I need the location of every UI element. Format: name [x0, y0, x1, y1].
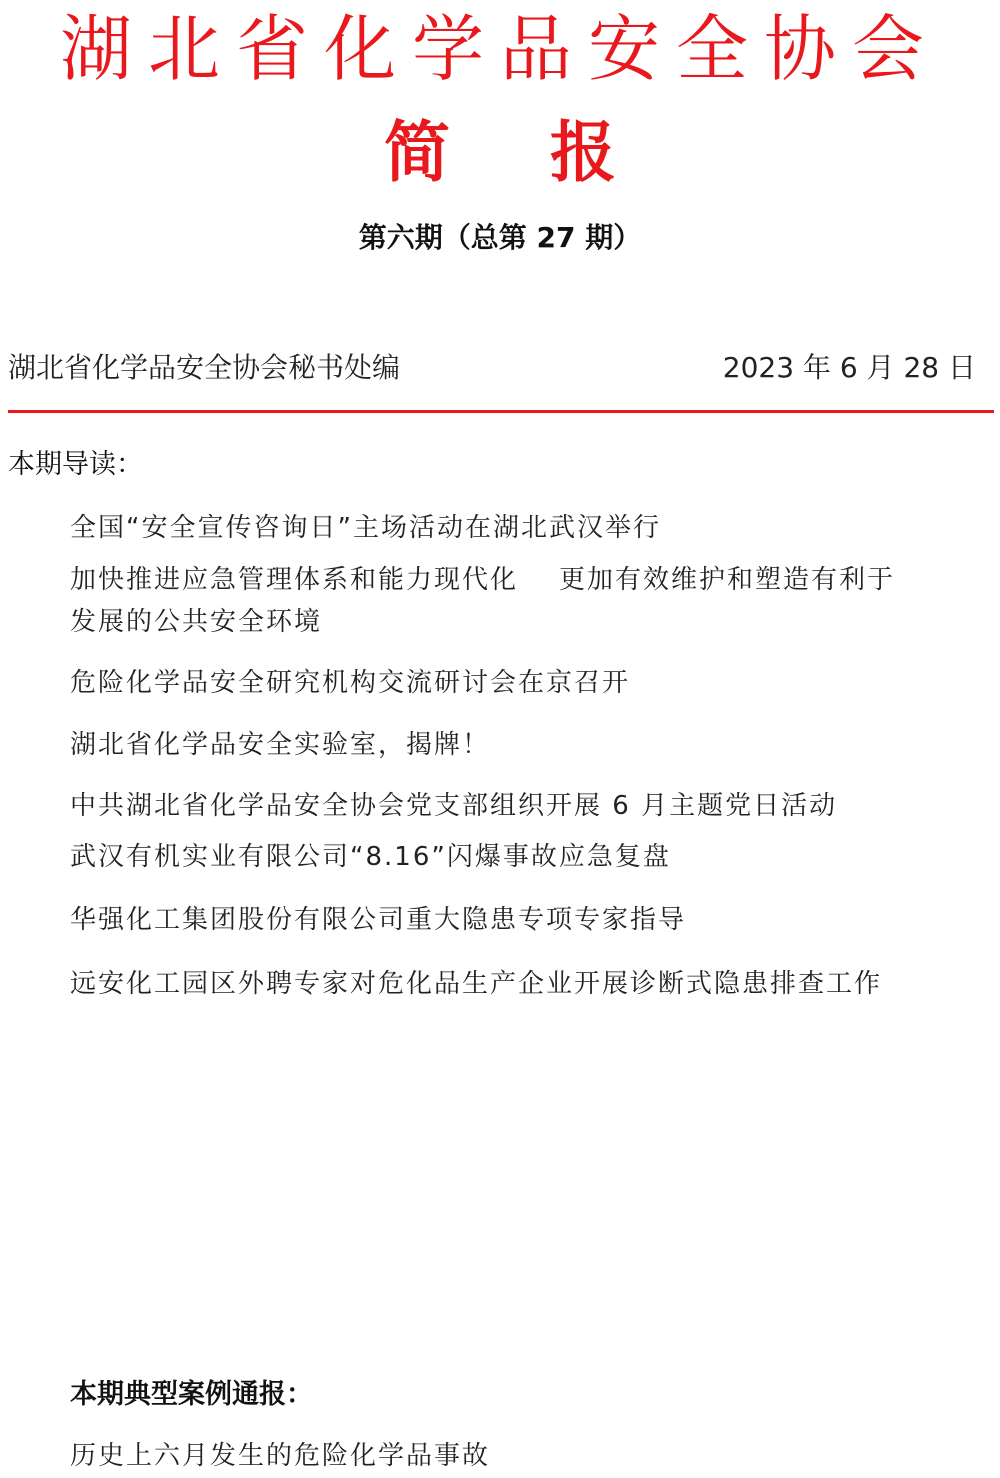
- guide-item-1[interactable]: 全国“安全宣传咨询日”主场活动在湖北武汉举行: [70, 513, 661, 543]
- guide-item-2-line-2: 发展的公共安全环境: [70, 607, 323, 637]
- case-item-1[interactable]: 历史上六月发生的危险化学品事故: [70, 1441, 491, 1471]
- guide-item-7[interactable]: 华强化工集团股份有限公司重大隐患专项专家指导: [70, 905, 687, 935]
- guide-item-2[interactable]: [70, 559, 994, 643]
- cases-heading: 本期典型案例通报：: [70, 1379, 313, 1410]
- publish-date: 2023 年 6 月 28 日: [722, 351, 976, 384]
- organization-title: 湖北省化学品安全协会: [59, 7, 940, 91]
- guide-item-5[interactable]: 中共湖北省化学品安全协会党支部组织开展 6 月主题党日活动: [70, 791, 838, 821]
- guide-heading: 本期导读：: [8, 449, 143, 480]
- issue-number: 第六期（总第 27 期）: [358, 221, 642, 254]
- guide-item-3[interactable]: 危险化学品安全研究机构交流研讨会在京召开: [70, 668, 631, 698]
- brief-title-char-2: 报: [550, 113, 616, 191]
- editor-line: 湖北省化学品安全协会秘书处编: [8, 351, 401, 384]
- guide-item-6[interactable]: 武汉有机实业有限公司“8.16”闪爆事故应急复盘: [70, 842, 671, 872]
- guide-item-2-line-1: 加快推进应急管理体系和能力现代化 更加有效维护和塑造有利于: [70, 565, 896, 595]
- guide-item-4[interactable]: 湖北省化学品安全实验室，揭牌！: [70, 730, 491, 760]
- guide-item-8[interactable]: 远安化工园区外聘专家对危化品生产企业开展诊断式隐患排查工作: [70, 969, 883, 999]
- brief-title-char-1: 简: [384, 113, 450, 191]
